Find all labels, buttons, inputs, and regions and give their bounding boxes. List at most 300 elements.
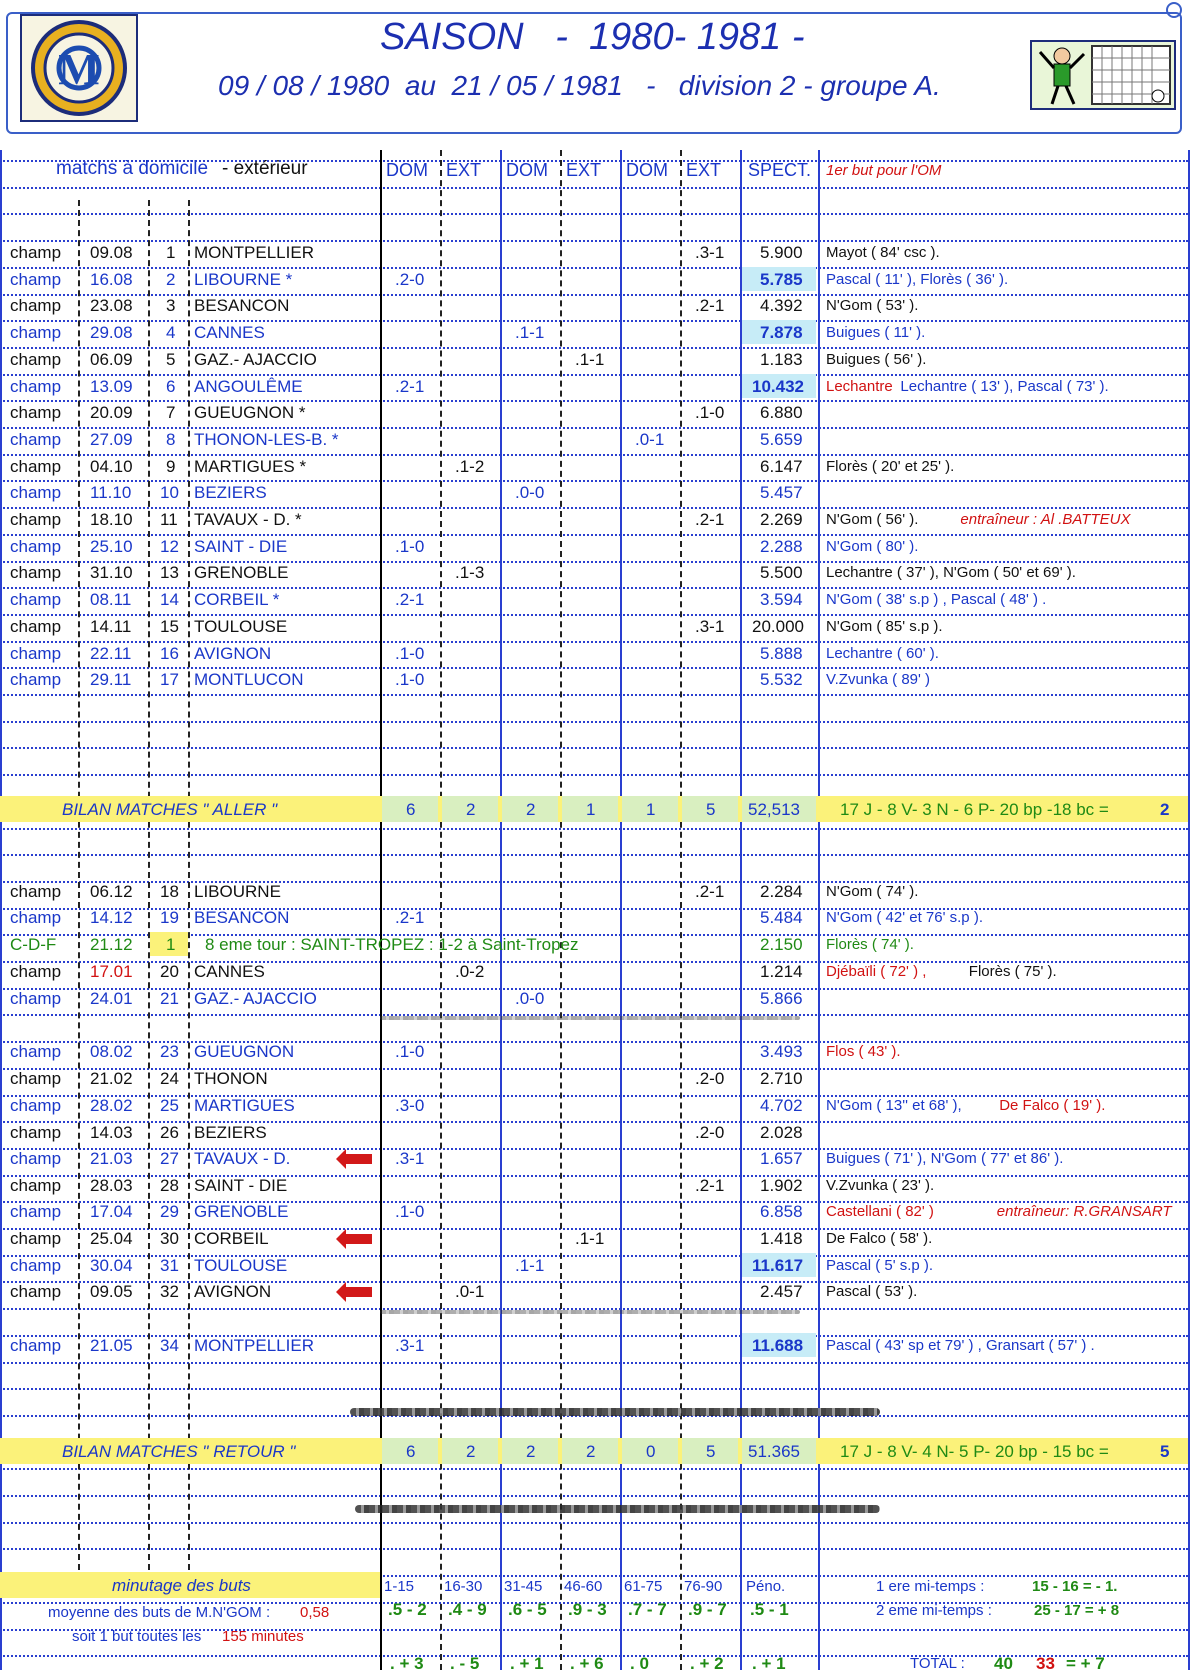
match-spectators: 5.659 xyxy=(760,429,803,449)
match-number: 12 xyxy=(160,536,179,556)
row-separator xyxy=(0,507,1188,509)
minutage-range: 1-15 xyxy=(384,1578,415,1595)
match-comp: champ xyxy=(10,269,62,289)
match-score: .0-0 xyxy=(515,483,545,503)
match-score: .1-1 xyxy=(515,1256,545,1275)
match-team: MARTIGUES * xyxy=(194,456,307,476)
row-separator xyxy=(0,694,1188,696)
match-score: .1-1 xyxy=(575,1229,605,1248)
row-separator xyxy=(0,1362,1188,1364)
match-number: 15 xyxy=(160,616,179,636)
match-score: .1-2 xyxy=(455,456,485,476)
match-date: 21.12 xyxy=(90,935,133,954)
footballer-goal-image xyxy=(1030,40,1176,110)
header-col-spect: SPECT. xyxy=(748,160,812,180)
match-team: GRENOBLE xyxy=(194,1202,289,1221)
match-team: THONON-LES-B. * xyxy=(194,429,339,449)
match-scorer-highlight: Lechantre xyxy=(826,377,893,395)
match-score: .2-1 xyxy=(695,510,725,529)
row-separator xyxy=(0,347,1188,349)
match-score: .2-0 xyxy=(395,269,425,289)
match-scorers: De Falco ( 58' ). xyxy=(826,1230,933,1247)
match-score: .1-1 xyxy=(575,349,605,369)
match-number: 18 xyxy=(160,882,179,901)
match-team: TAVAUX - D. xyxy=(194,1149,291,1168)
match-comp: champ xyxy=(10,670,62,690)
mt2-label: 2 eme mi-temps : xyxy=(876,1602,992,1619)
row-separator xyxy=(0,213,1188,215)
match-team: GUEUGNON * xyxy=(194,403,306,423)
match-number: 24 xyxy=(160,1069,179,1088)
match-score: .1-0 xyxy=(395,670,425,690)
header-matchs: matchs à domicile xyxy=(56,158,209,179)
match-comp: champ xyxy=(10,643,62,663)
match-scorers: N'Gom ( 13'' et 68' ), xyxy=(826,1097,962,1114)
bilan-spect: 51.365 xyxy=(748,1442,800,1461)
match-number: 25 xyxy=(160,1096,179,1115)
match-spectators: 1.214 xyxy=(760,962,803,981)
match-number: 5 xyxy=(166,349,176,369)
match-comp: champ xyxy=(10,1229,62,1248)
match-score: .3-1 xyxy=(395,1336,425,1355)
match-spectators: 11.688 xyxy=(752,1336,804,1355)
match-score: .1-0 xyxy=(395,643,425,663)
match-comp: champ xyxy=(10,456,62,476)
match-number: 17 xyxy=(160,670,179,690)
match-scorers: N'Gom ( 38' s.p ) , Pascal ( 48' ) . xyxy=(826,591,1047,609)
match-team: BESANCON xyxy=(194,296,290,316)
match-score: .2-1 xyxy=(695,882,725,901)
match-score: .1-0 xyxy=(695,403,725,423)
minutage-diff: . 0 xyxy=(630,1654,649,1673)
row-separator xyxy=(0,561,1188,563)
match-date: 18.10 xyxy=(90,510,133,529)
minutage-label: minutage des buts xyxy=(112,1576,251,1595)
match-spectators: 2.284 xyxy=(760,882,803,901)
match-date: 04.10 xyxy=(90,456,133,476)
match-number: 20 xyxy=(160,962,179,981)
minutage-range: 31-45 xyxy=(504,1578,543,1595)
match-scorers: N'Gom ( 85' s.p ). xyxy=(826,617,943,635)
match-comp: champ xyxy=(10,296,62,316)
match-comp: champ xyxy=(10,429,62,449)
minutage-diff: . + 2 xyxy=(690,1654,724,1673)
match-score: .1-0 xyxy=(395,536,425,556)
header-col-dom: DOM xyxy=(506,160,548,180)
match-team: GUEUGNON xyxy=(194,1042,295,1061)
match-score: .1-1 xyxy=(515,323,545,343)
red-arrow-icon xyxy=(346,1154,372,1164)
match-scorers: Pascal ( 5' s.p ). xyxy=(826,1257,934,1274)
minutage-score: .9 - 3 xyxy=(568,1600,607,1619)
match-scorers: V.Zvunka ( 23' ). xyxy=(826,1177,935,1194)
match-scorers: Lechantre ( 37' ), N'Gom ( 50' et 69' ). xyxy=(826,564,1076,582)
total-b: 33 xyxy=(1036,1654,1055,1673)
match-number: 32 xyxy=(160,1282,179,1301)
total-a: 40 xyxy=(994,1654,1013,1673)
bilan-total: 2 xyxy=(1160,800,1170,819)
row-separator xyxy=(0,721,1188,723)
match-team: MONTPELLIER xyxy=(194,1336,314,1355)
match-comp: champ xyxy=(10,1176,62,1195)
match-comp: champ xyxy=(10,1256,62,1275)
match-date: 06.09 xyxy=(90,349,133,369)
match-comp: champ xyxy=(10,908,62,927)
match-spectators: 3.594 xyxy=(760,590,803,610)
match-number: 27 xyxy=(160,1149,179,1168)
row-separator xyxy=(0,774,1188,776)
match-spectators: 10.432 xyxy=(752,376,804,396)
bilan-spect: 52,513 xyxy=(748,800,800,819)
match-number: 10 xyxy=(160,483,179,503)
bilan-summary: 17 J - 8 V- 4 N- 5 P- 20 bp - 15 bc = xyxy=(840,1442,1109,1461)
match-score: .0-1 xyxy=(635,429,665,449)
column-border-right xyxy=(1188,150,1190,1670)
match-spectators: 5.900 xyxy=(760,243,803,262)
match-team: TAVAUX - D. * xyxy=(194,510,302,529)
row-separator xyxy=(0,587,1188,589)
match-date: 11.10 xyxy=(90,483,132,503)
minutage-diff: . + 1 xyxy=(510,1654,544,1673)
match-number: 13 xyxy=(160,563,179,583)
bilan-summary: 17 J - 8 V- 3 N - 6 P- 20 bp -18 bc = xyxy=(840,800,1109,819)
match-date: 21.05 xyxy=(90,1336,133,1355)
red-arrow-icon xyxy=(346,1287,372,1297)
column-divider-team xyxy=(188,200,190,1580)
match-date: 27.09 xyxy=(90,429,133,449)
match-comp: champ xyxy=(10,616,62,636)
match-date: 31.10 xyxy=(90,563,133,583)
match-team: BEZIERS xyxy=(194,483,267,503)
match-scorers: Pascal ( 11' ), Florès ( 36' ). xyxy=(826,270,1009,288)
match-spectators: 7.878 xyxy=(760,323,803,343)
match-score: .0-0 xyxy=(515,989,545,1008)
match-team: 8 eme tour : SAINT-TROPEZ : 1-2 à Saint-Tropez xyxy=(205,935,579,954)
match-team: TOULOUSE xyxy=(194,616,288,636)
match-number: 1 xyxy=(166,243,176,262)
row-separator xyxy=(0,641,1188,643)
match-number: 14 xyxy=(160,590,179,610)
match-spectators: 20.000 xyxy=(752,616,804,636)
header-col-dom: DOM xyxy=(386,160,428,180)
match-date: 25.10 xyxy=(90,536,133,556)
bilan-value: 6 xyxy=(406,800,416,819)
row-separator xyxy=(0,454,1188,456)
match-comp: champ xyxy=(10,376,62,396)
match-number: 34 xyxy=(160,1336,179,1355)
match-date: 25.04 xyxy=(90,1229,133,1248)
match-score: .3-1 xyxy=(695,616,725,636)
scribble-mark xyxy=(380,1310,800,1314)
bilan-value: 2 xyxy=(466,1442,476,1461)
match-spectators: 5.785 xyxy=(760,269,803,289)
match-scorers: Florès ( 75' ). xyxy=(968,963,1057,980)
row-separator xyxy=(0,1495,1188,1497)
match-spectators: 6.147 xyxy=(760,456,803,476)
match-scorer-highlight: De Falco ( 19' ). xyxy=(999,1097,1106,1114)
match-score: .2-0 xyxy=(695,1123,725,1142)
match-team: ANGOULÊME xyxy=(194,376,303,396)
match-date: 08.02 xyxy=(90,1042,133,1061)
match-number: 16 xyxy=(160,643,179,663)
mt1-label: 1 ere mi-temps : xyxy=(876,1578,985,1595)
match-spectators: 5.532 xyxy=(760,670,803,690)
match-scorer-highlight: Flos ( 43' ). xyxy=(826,1043,901,1060)
header-first-goal: 1er but pour l'OM xyxy=(826,162,942,179)
page-title: SAISON - 1980- 1981 - xyxy=(380,16,805,58)
match-spectators: 1.657 xyxy=(760,1149,803,1168)
match-spectators: 4.392 xyxy=(760,296,803,316)
match-score: .2-1 xyxy=(395,590,425,610)
match-comp: champ xyxy=(10,510,62,529)
match-date: 17.01 xyxy=(90,962,133,981)
match-date: 06.12 xyxy=(90,882,133,901)
match-number: 1 xyxy=(166,935,176,954)
minutage-diff: . + 6 xyxy=(570,1654,604,1673)
match-score: .0-1 xyxy=(455,1282,485,1301)
match-scorers: N'Gom ( 53' ). xyxy=(826,297,919,315)
match-number: 7 xyxy=(166,403,176,423)
match-number: 3 xyxy=(166,296,176,316)
row-separator xyxy=(0,187,1188,189)
scribble-mark xyxy=(355,1505,880,1513)
match-team: CANNES xyxy=(194,323,265,343)
match-number: 11 xyxy=(160,510,178,529)
match-comp: champ xyxy=(10,1202,62,1221)
match-scorers: N'Gom ( 56' ). xyxy=(826,511,919,528)
row-separator xyxy=(0,480,1188,482)
minutage-score: .4 - 9 xyxy=(448,1600,487,1619)
match-score: .2-1 xyxy=(695,296,725,316)
coach-note: entraîneur : Al .BATTEUX xyxy=(960,511,1131,528)
match-date: 30.04 xyxy=(90,1256,133,1275)
match-comp: champ xyxy=(10,882,62,901)
match-date: 24.01 xyxy=(90,989,133,1008)
match-number: 6 xyxy=(166,376,176,396)
column-divider-num xyxy=(148,200,150,1580)
bilan-value: 2 xyxy=(586,1442,596,1461)
match-spectators: 1.418 xyxy=(760,1229,803,1248)
match-team: SAINT - DIE xyxy=(194,536,288,556)
minutage-range: 16-30 xyxy=(444,1578,483,1595)
match-number: 4 xyxy=(166,323,176,343)
match-score: .3-1 xyxy=(395,1149,425,1168)
match-spectators: 4.702 xyxy=(760,1096,803,1115)
match-spectators: 1.902 xyxy=(760,1176,803,1195)
match-comp: champ xyxy=(10,1123,62,1142)
match-comp: champ xyxy=(10,323,62,343)
mt2-value: 25 - 17 = + 8 xyxy=(1034,1602,1120,1619)
bilan-total: 5 xyxy=(1160,1442,1170,1461)
match-scorers: Pascal ( 43' sp et 79' ) , Gransart ( 57' ) . xyxy=(826,1337,1095,1354)
match-score: .2-1 xyxy=(395,376,425,396)
match-date: 29.08 xyxy=(90,323,133,343)
match-comp: champ xyxy=(10,1282,62,1301)
match-scorers: V.Zvunka ( 89' ) xyxy=(826,671,931,689)
match-number: 19 xyxy=(160,908,179,927)
match-spectators: 2.269 xyxy=(760,510,803,529)
match-date: 09.08 xyxy=(90,243,133,262)
match-scorer-highlight: Djébaïli ( 72' ) , xyxy=(826,963,927,980)
match-team: BESANCON xyxy=(194,908,290,927)
match-date: 17.04 xyxy=(90,1202,133,1221)
match-spectators: 2.150 xyxy=(760,935,803,954)
match-spectators: 5.866 xyxy=(760,989,803,1008)
minutage-range: Péno. xyxy=(746,1578,786,1595)
coach-note: entraîneur: R.GRANSART xyxy=(996,1203,1172,1220)
match-scorers: Lechantre ( 13' ), Pascal ( 73' ). xyxy=(900,377,1109,395)
match-scorers: Buigues ( 11' ). xyxy=(826,324,926,342)
row-separator xyxy=(0,828,1188,830)
match-team: MONTPELLIER xyxy=(194,243,314,262)
bilan-label: BILAN MATCHES " ALLER " xyxy=(62,800,278,819)
match-comp: champ xyxy=(10,1336,62,1355)
row-separator xyxy=(0,320,1188,322)
match-spectators: 1.183 xyxy=(760,349,803,369)
mt1-value: 15 - 16 = - 1. xyxy=(1032,1578,1118,1595)
match-scorers: N'Gom ( 74' ). xyxy=(826,883,919,900)
match-team: SAINT - DIE xyxy=(194,1176,288,1195)
match-number: 29 xyxy=(160,1202,179,1221)
minutage-score: .9 - 7 xyxy=(688,1600,727,1619)
match-score: .2-1 xyxy=(695,1176,725,1195)
bilan-value: 1 xyxy=(586,800,596,819)
match-spectators: 6.858 xyxy=(760,1202,803,1221)
match-date: 21.02 xyxy=(90,1069,133,1088)
match-comp: C-D-F xyxy=(10,935,57,954)
match-spectators: 5.457 xyxy=(760,483,803,503)
row-separator xyxy=(0,1388,1188,1390)
match-spectators: 5.500 xyxy=(760,563,803,583)
column-divider-date xyxy=(78,200,80,1580)
match-number: 2 xyxy=(166,269,176,289)
match-date: 20.09 xyxy=(90,403,133,423)
soit-value: 155 minutes xyxy=(222,1628,304,1645)
row-separator xyxy=(0,240,1188,242)
bilan-label: BILAN MATCHES " RETOUR " xyxy=(62,1442,296,1461)
bilan-value: 2 xyxy=(526,1442,536,1461)
match-spectators: 11.617 xyxy=(752,1256,804,1275)
bilan-value: 5 xyxy=(706,1442,716,1461)
match-date: 14.11 xyxy=(90,616,132,636)
match-scorers: N'Gom ( 80' ). xyxy=(826,537,919,555)
match-team: GAZ.- AJACCIO xyxy=(194,989,317,1008)
minutage-diff: . + 3 xyxy=(390,1654,424,1673)
match-comp: champ xyxy=(10,243,62,262)
match-spectators: 2.457 xyxy=(760,1282,803,1301)
minutage-diff: . - 5 xyxy=(450,1654,480,1673)
bilan-value: 6 xyxy=(406,1442,416,1461)
match-scorers: Buigues ( 71' ), N'Gom ( 77' et 86' ). xyxy=(826,1150,1064,1167)
match-team: CORBEIL * xyxy=(194,590,280,610)
match-date: 29.11 xyxy=(90,670,132,690)
red-arrow-icon xyxy=(346,1234,372,1244)
match-team: LIBOURNE xyxy=(194,882,281,901)
svg-text:M: M xyxy=(58,45,100,94)
scribble-mark xyxy=(380,1016,800,1020)
match-date: 14.12 xyxy=(90,908,133,927)
match-date: 08.11 xyxy=(90,590,132,610)
bilan-value: 5 xyxy=(706,800,716,819)
match-comp: champ xyxy=(10,1096,62,1115)
match-score: .1-3 xyxy=(455,563,485,583)
match-number: 30 xyxy=(160,1229,179,1248)
scroll-curl-icon xyxy=(1166,2,1182,18)
match-spectators: 5.484 xyxy=(760,908,803,927)
match-scorers: N'Gom ( 42' et 76' s.p ). xyxy=(826,909,983,926)
match-spectators: 6.880 xyxy=(760,403,803,423)
header-ext: - extérieur xyxy=(222,158,308,179)
match-score: .2-0 xyxy=(695,1069,725,1088)
match-spectators: 2.710 xyxy=(760,1069,803,1088)
match-date: 21.03 xyxy=(90,1149,133,1168)
match-comp: champ xyxy=(10,1069,62,1088)
total-result: = + 7 xyxy=(1066,1654,1105,1673)
match-team: AVIGNON xyxy=(194,1282,272,1301)
match-team: BEZIERS xyxy=(194,1123,267,1142)
minutage-range: 46-60 xyxy=(564,1578,603,1595)
match-scorers: Pascal ( 53' ). xyxy=(826,1283,918,1300)
match-number: 9 xyxy=(166,456,176,476)
header-col-ext: EXT xyxy=(566,160,602,180)
row-separator xyxy=(0,854,1188,856)
match-comp: champ xyxy=(10,590,62,610)
match-spectators: 3.493 xyxy=(760,1042,803,1061)
match-number: 23 xyxy=(160,1042,179,1061)
match-team: THONON xyxy=(194,1069,268,1088)
match-date: 28.02 xyxy=(90,1096,133,1115)
row-separator xyxy=(0,747,1188,749)
row-separator xyxy=(0,667,1188,669)
match-team: MONTLUCON xyxy=(194,670,304,690)
match-date: 13.09 xyxy=(90,376,133,396)
match-date: 14.03 xyxy=(90,1123,133,1142)
row-separator xyxy=(0,534,1188,536)
row-separator xyxy=(0,1548,1188,1550)
match-score: .1-0 xyxy=(395,1042,425,1061)
row-separator xyxy=(0,294,1188,296)
match-number: 31 xyxy=(160,1256,179,1275)
row-separator xyxy=(0,400,1188,402)
match-date: 23.08 xyxy=(90,296,133,316)
scribble-mark xyxy=(350,1408,880,1416)
match-date: 16.08 xyxy=(90,269,133,289)
match-number: 28 xyxy=(160,1176,179,1195)
minutage-range: 76-90 xyxy=(684,1578,723,1595)
match-date: 22.11 xyxy=(90,643,132,663)
match-comp: champ xyxy=(10,536,62,556)
minutage-range: 61-75 xyxy=(624,1578,663,1595)
soit-label: soit 1 but toutes les xyxy=(72,1628,202,1645)
match-number: 26 xyxy=(160,1123,179,1142)
match-comp: champ xyxy=(10,349,62,369)
match-spectators: 2.028 xyxy=(760,1123,803,1142)
match-team: AVIGNON xyxy=(194,643,272,663)
match-scorers: Florès ( 74' ). xyxy=(826,936,914,953)
match-date: 28.03 xyxy=(90,1176,133,1195)
total-label: TOTAL : xyxy=(910,1655,965,1672)
match-team: GRENOBLE xyxy=(194,563,289,583)
match-comp: champ xyxy=(10,563,62,583)
match-score: .0-2 xyxy=(455,962,485,981)
match-date: 09.05 xyxy=(90,1282,133,1301)
match-comp: champ xyxy=(10,989,62,1008)
minutage-score: .5 - 2 xyxy=(388,1600,427,1619)
header-col-dom: DOM xyxy=(626,160,668,180)
match-comp: champ xyxy=(10,962,62,981)
match-scorers: Buigues ( 56' ). xyxy=(826,350,927,368)
page-subtitle: 09 / 08 / 1980 au 21 / 05 / 1981 - division 2 - groupe A. xyxy=(218,70,941,101)
